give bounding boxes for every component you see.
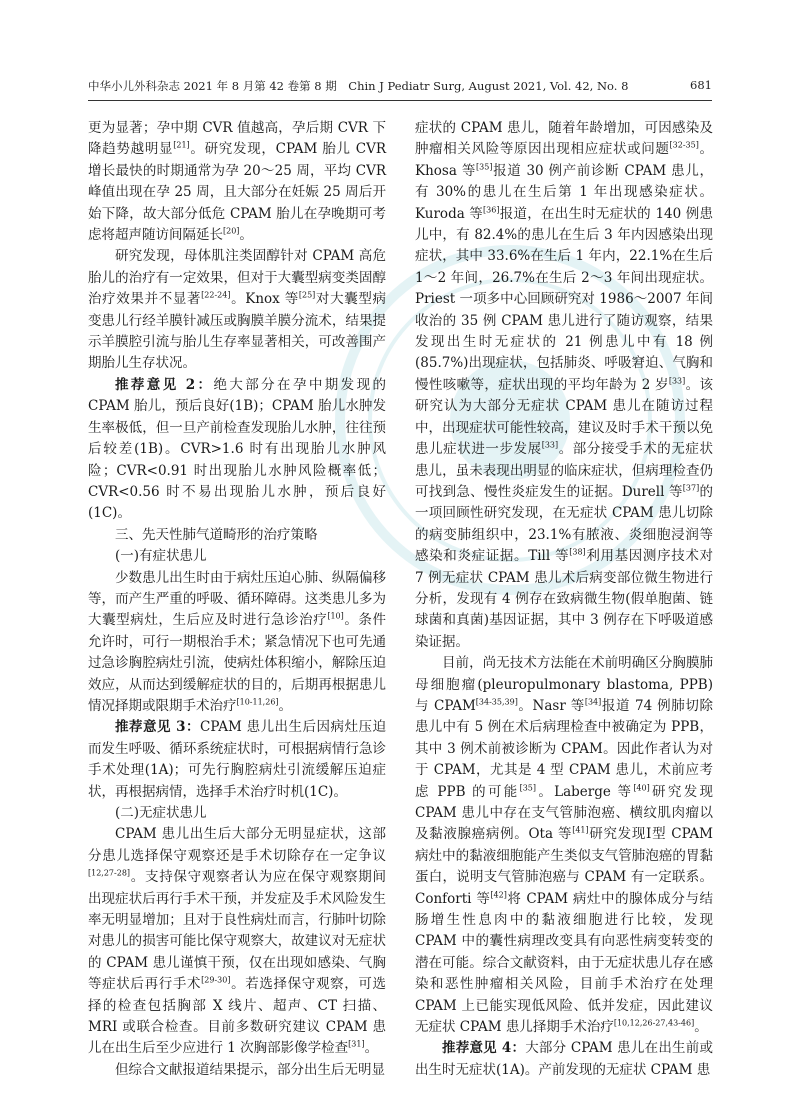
left-column: [88, 118, 386, 1081]
recommendation-2: 推荐意见 2：绝大部分在孕中期发现的 CPAM 胎儿，预后良好(1B)；CPAM 胎儿水肿发生率极低，但一旦产前检查发现胎儿水肿，往往预后较差(1B)。CVR>1.6 时有出现胎儿水肿风险；CVR<0.91 时出现胎儿水肿风险概率低；CVR<0.56 时不易出现胎儿水肿，预后良好(1C)。: [88, 376, 386, 522]
paragraph: CPAM 患儿出生后大部分无明显症状，这部分患儿选择保守观察还是手术切除存在一定争议[12,27-28]。支持保守观察者认为应在保守观察期间出现症状后再行手术干预，并发症及手术风险发生率无明显增加；且对于良性病灶而言，行肺叶切除对患儿的损害可能比保守观察大，故建议对无症状的 CPAM 患儿谨慎干预，仅在出现如感染、气胸等症状后再行手术[29-30]。若选择保守观察，可选择的检查包括胸部 X 线片、超声、CT 扫描、MRI 或联合检查。目前多数研究建议 CPAM 患儿在出生后至少应进行 1 次胸部影像学检查[31]。: [88, 826, 387, 1057]
subsection-heading: (一)有症状患儿: [115, 548, 207, 565]
page-number: 681: [690, 78, 712, 92]
right-column: [415, 118, 713, 1081]
header-rule: [88, 100, 712, 101]
paragraph: 更为显著；孕中期 CVR 值越高，孕后期 CVR 下降趋势越明显[21]。研究发现，CPAM 胎儿 CVR 增长最快的时期通常为孕 20～25 周，平均 CVR 峰值出现在孕 25 周，且大部分在妊娠 25 周后开始下降，故大部分低危 CPAM 胎儿在孕晚期可考虑将超声随访间隔延长[20]。: [88, 120, 387, 244]
running-header: [88, 78, 712, 98]
paragraph: 但综合文献报道结果提示，部分出生后无明显: [115, 1061, 385, 1078]
recommendation-3: 推荐意见 3：CPAM 患儿出生后因病灶压迫而发生呼吸、循环系统症状时，可根据病情行急诊手术处理(1A)；可先行胸腔病灶引流缓解压迫症状，再根据病情，选择手术治疗时机(1C)。: [88, 719, 387, 800]
paragraph: 目前，尚无技术方法能在术前明确区分胸膜肺母细胞瘤(pleuropulmonary blastoma, PPB)与 CPAM[34-35,39]。Nasr 等[34]报道 74 例肺切除患儿中有 5 例在术后病理检查中被确定为 PPB，其中 3 例术前被诊断为 CPAM。因此作者认为对于 CPAM，尤其是 4 型 CPAM 患儿，术前应考虑 PPB 的可能[35]。Laberge 等[40]研究发现 CPAM 患儿中存在支气管肺泡癌、横纹肌肉瘤以及黏液腺癌病例。Ota 等[41]研究发现Ⅰ型 CPAM 病灶中的黏液细胞能产生类似支气管肺泡癌的胃黏蛋白，说明支气管肺泡癌与 CPAM 有一定联系。Conforti 等[42]将 CPAM 病灶中的腺体成分与结肠增生性息肉中的黏液细胞进行比较，发现 CPAM 中的囊性病理改变具有向恶性病变转变的潜在可能。综合文献资料，由于无症状患儿存在感染和恶性肿瘤相关风险，目前手术治疗在处理 CPAM 上已能实现低风险、低并发症，因此建议无症状 CPAM 患儿择期手术治疗[10,12,26-27,43-46]。: [415, 655, 714, 1036]
paragraph: 症状的 CPAM 患儿，随着年龄增加，可因感染及肿瘤相关风险等原因出现相应症状或问题[32-35]。Khosa 等[35]报道 30 例产前诊断 CPAM 患儿，有 30%的患儿在生后第 1 年出现感染症状。Kuroda 等[36]报道，在出生时无症状的 140 例患儿中，有 82.4%的患儿在生后 3 年内因感染出现症状，其中 33.6%在生后 1 年内，22.1%在生后 1～2 年间，26.7%在生后 2～3 年间出现症状。Priest 一项多中心回顾研究对 1986～2007 年间收治的 35 例 CPAM 患儿进行了随访观察，结果发现出生时无症状的 21 例患儿中有 18 例(85.7%)出现症状，包括肺炎、呼吸窘迫、气胸和慢性咳嗽等，症状出现的平均年龄为 2 岁[33]。该研究认为大部分无症状 CPAM 患儿在随访过程中，出现症状可能性较高，建议及时手术干预以免患儿症状进一步发展[33]。部分接受手术的无症状患儿，虽未表现出明显的临床症状，但病理检查仍可找到急、慢性炎症发生的证据。Durell 等[37]的一项回顾性研究发现，在无症状 CPAM 患儿切除的病变肺组织中，23.1%有脓液、炎细胞浸润等感染和炎症证据。Till 等[38]利用基因测序技术对 7 例无症状 CPAM 患儿术后病变部位微生物进行分析，发现有 4 例存在致病微生物(假单胞菌、链球菌和真菌)基因证据，其中 3 例存在下呼吸道感染证据。: [415, 120, 714, 650]
recommendation-4: 推荐意见 4：大部分 CPAM 患儿在出生前或出生时无症状(1A)。产前发现的无症状 CPAM 患: [415, 1040, 714, 1078]
subsection-heading: (二)无症状患儿: [115, 805, 207, 821]
journal-citation: 中华小儿外科杂志 2021 年 8 月第 42 卷第 8 期 Chin J Pediatr Surg, August 2021, Vol. 42, No. 8: [88, 79, 629, 93]
paragraph: 研究发现，母体肌注类固醇针对 CPAM 高危胎儿的治疗有一定效果，但对于大囊型病变类固醇治疗效果并不显著[22-24]。Knox 等[25]对大囊型病变患儿行经羊膜针减压或胸膜羊膜分流术，结果提示羊膜腔引流与胎儿生存率显著相关，可改善围产期胎儿生存状况。: [88, 248, 387, 372]
section-heading: 三、先天性肺气道畸形的治疗策略: [115, 526, 318, 543]
paragraph: 少数患儿出生时由于病灶压迫心肺、纵隔偏移等，而产生严重的呼吸、循环障碍。这类患儿多为大囊型病灶，生后应及时进行急诊治疗[10]。条件允许时，可行一期根治手术；紧急情况下也可先通过急诊胸腔病灶引流，使病灶体积缩小，解除压迫效应，从而达到缓解症状的目的，后期再根据患儿情况择期或限期手术治疗[10-11,26]。: [88, 569, 387, 714]
